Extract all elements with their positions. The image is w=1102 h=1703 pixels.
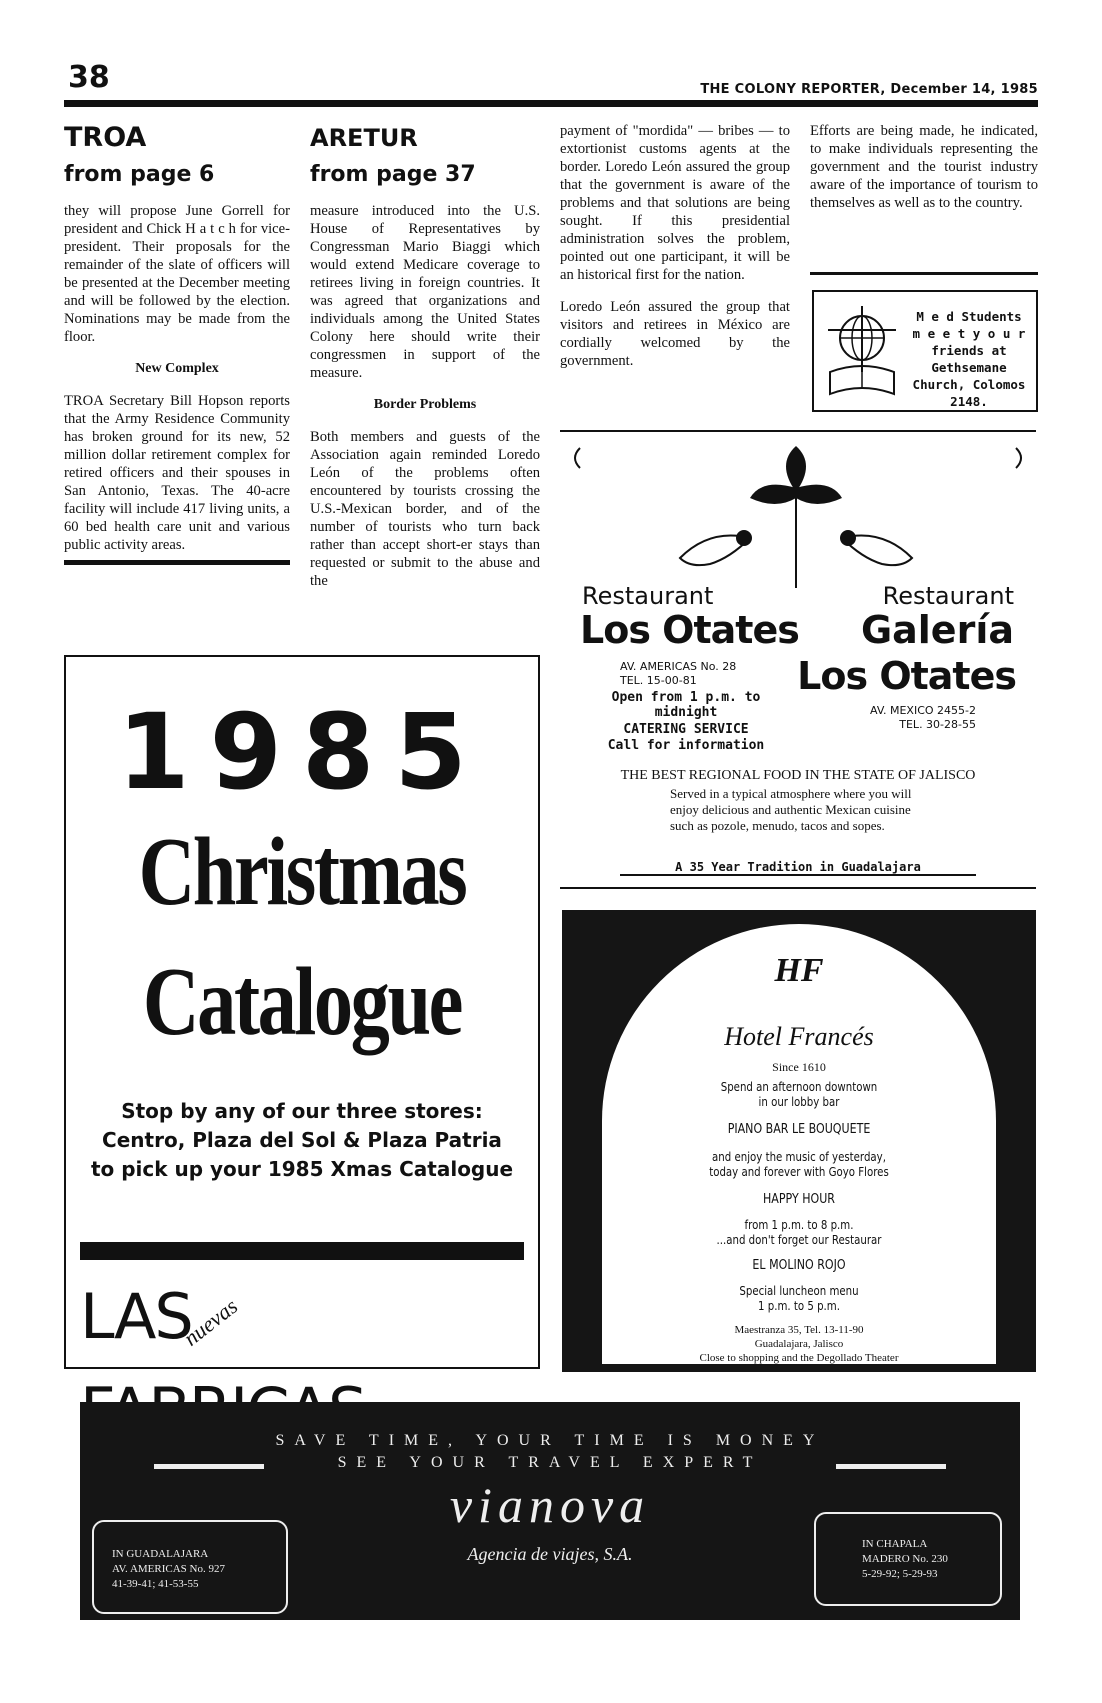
vianova-guadalajara-box bbox=[92, 1520, 288, 1614]
galeria-address: AV. MEXICO 2455-2 bbox=[870, 704, 976, 717]
vianova-chapala-box bbox=[814, 1512, 1002, 1606]
aretur-paragraph-1: measure introduced into the U.S. House of Representatives by Congressman Mario Biaggi which would extend Medicare coverage to retirees living in foreign countries. It was agreed that organizations and individuals among the United States Colony here should write their congressmen in support of the measure. bbox=[310, 203, 540, 381]
church-ad bbox=[812, 290, 1038, 412]
globe-bible-icon bbox=[822, 302, 902, 402]
chapala-city: IN CHAPALA bbox=[862, 1538, 928, 1550]
church-ad-text: M e d Students m e e t y o u r friends at Gethsemane Church, Colomos 2148. bbox=[912, 309, 1026, 409]
guadalajara-address: AV. AMERICAS No. 927 bbox=[112, 1563, 225, 1575]
aretur-subhead: Border Problems bbox=[373, 397, 477, 412]
hotel-arch bbox=[602, 924, 996, 1364]
column4-rule bbox=[810, 272, 1038, 275]
chapala-address: MADERO No. 230 bbox=[862, 1553, 948, 1565]
tourism-paragraph: Efforts are being made, he indicated, to make individuals representing the government and the tourist industry aware of the importance of tourism to themselves as well as to the country. bbox=[810, 123, 1038, 211]
masthead: THE COLONY REPORTER, December 14, 1985 bbox=[700, 82, 1038, 97]
hotel-line-7: Special luncheon menu bbox=[739, 1284, 859, 1298]
catalogue-title: Catalogue bbox=[142, 948, 462, 1056]
otates-catering: CATERING SERVICE bbox=[623, 722, 749, 737]
mordida-paragraph-1: payment of "mordida" — bribes — to extortionist customs agents at the border. Loredo León assured the group that the government is aware of the problems and that solutions are being sought. If this presidential administration solves the problem, pointed out one participant, it will be an historical first for the nation. bbox=[560, 123, 790, 283]
hotel-monogram: HF bbox=[774, 952, 824, 989]
galeria-name: Galería bbox=[860, 608, 1014, 652]
hotel-since: Since 1610 bbox=[772, 1060, 826, 1074]
las-fabricas-logo bbox=[80, 1277, 524, 1357]
hotel-line-8: 1 p.m. to 5 p.m. bbox=[758, 1299, 840, 1313]
troa-title: TROA bbox=[64, 122, 147, 153]
galeria-name-2: Los Otates bbox=[797, 654, 1016, 698]
christmas-year: 1985 bbox=[117, 691, 487, 813]
page-number: 38 bbox=[68, 60, 110, 95]
otates-call: Call for information bbox=[607, 738, 765, 753]
guadalajara-tel: 41-39-41; 41-53-55 bbox=[112, 1578, 199, 1590]
hotel-line-5: from 1 p.m. to 8 p.m. bbox=[744, 1218, 854, 1232]
hotel-address-1: Maestranza 35, Tel. 13-11-90 bbox=[734, 1324, 864, 1336]
aretur-paragraph-2: Both members and guests of the Association again reminded Loredo León of the problems often encountered by tourists crossing the U.S.-Mexican border, and of the number of tourists who turn back rather than accept short-er stays than requested or submit to the abuse and the bbox=[310, 429, 540, 589]
top-rule bbox=[64, 100, 1038, 107]
christmas-divider bbox=[80, 1242, 524, 1260]
christmas-title: Christmas bbox=[138, 818, 466, 926]
otates-best-food: THE BEST REGIONAL FOOD IN THE STATE OF JALISCO bbox=[620, 768, 976, 783]
hotel-line-6: ...and don't forget our Restaurar bbox=[716, 1233, 882, 1247]
los-otates-ad bbox=[560, 430, 1036, 889]
otates-description: Served in a typical atmosphere where you will enjoy delicious and authentic Mexican cuisine such as pozole, menudo, tacos and sopes. bbox=[670, 786, 912, 833]
hotel-address-2: Guadalajara, Jalisco bbox=[754, 1338, 844, 1350]
otates-tradition: A 35 Year Tradition in Guadalajara bbox=[620, 860, 976, 876]
vianova-travel-ad bbox=[80, 1402, 1020, 1620]
otates-left-tel: TEL. 15-00-81 bbox=[620, 674, 697, 687]
hotel-address-3: Close to shopping and the Degollado Theater bbox=[699, 1352, 899, 1364]
hotel-line-3: and enjoy the music of yesterday, bbox=[712, 1150, 886, 1164]
vianova-left-bar bbox=[154, 1464, 264, 1469]
otates-left-name: Los Otates bbox=[580, 608, 799, 652]
hotel-molino-rojo: EL MOLINO ROJO bbox=[752, 1258, 846, 1273]
otates-hours: Open from 1 p.m. to midnight bbox=[611, 690, 761, 720]
hotel-frances-ad bbox=[562, 910, 1036, 1372]
birds-and-leaves-illustration bbox=[560, 438, 1036, 588]
hotel-line-1: Spend an afternoon downtown bbox=[720, 1080, 878, 1094]
guadalajara-city: IN GUADALAJARA bbox=[112, 1548, 209, 1560]
vianova-tagline-2: SEE YOUR TRAVEL EXPERT bbox=[337, 1454, 763, 1471]
galeria-tel: TEL. 30-28-55 bbox=[899, 718, 976, 731]
galeria-label: Restaurant bbox=[882, 582, 1014, 610]
mordida-paragraph-2: Loredo León assured the group that visitors and retirees in México are cordially welcomed by the government. bbox=[560, 299, 790, 369]
hotel-happy-hour: HAPPY HOUR bbox=[762, 1192, 835, 1207]
aretur-column bbox=[310, 122, 540, 604]
christmas-stores-text: Stop by any of our three stores: Centro, Plaza del Sol & Plaza Patria to pick up your 1985 Xmas Catalogue bbox=[90, 1099, 514, 1181]
troa-subhead: New Complex bbox=[135, 361, 219, 376]
chapala-tel: 5-29-92; 5-29-93 bbox=[862, 1568, 938, 1580]
brand-nuevas: nuevas bbox=[178, 1293, 242, 1351]
otates-left-address: AV. AMERICAS No. 28 bbox=[620, 660, 737, 673]
vianova-tagline-1: SAVE TIME, YOUR TIME IS MONEY bbox=[275, 1432, 825, 1449]
vianova-logo: vianova bbox=[449, 1477, 651, 1533]
aretur-jump: from page 37 bbox=[310, 162, 476, 187]
hotel-name: Hotel Francés bbox=[724, 1022, 874, 1051]
vianova-right-bar bbox=[836, 1464, 946, 1469]
troa-end-rule bbox=[64, 560, 290, 565]
vianova-subtitle: Agencia de viajes, S.A. bbox=[467, 1544, 633, 1564]
mordida-column bbox=[560, 122, 790, 384]
troa-paragraph-2: TROA Secretary Bill Hopson reports that the Army Residence Community has broken ground for its new, 52 million dollar retirement complex for retired officers and their spouses in San Antonio, Texas. The 40-acre facility will include 417 living units, a 60 bed health care unit and various public activity areas. bbox=[64, 393, 290, 553]
troa-paragraph-1: they will propose June Gorrell for president and Chick H a t c h for vice-president. Their proposals for the remainder of the slate of officers will be presented at the December meeting and will be followed by the election. Nominations may be made from the floor. bbox=[64, 203, 290, 345]
troa-jump: from page 6 bbox=[64, 162, 215, 187]
christmas-catalogue-ad bbox=[64, 655, 540, 1369]
hotel-piano-bar: PIANO BAR LE BOUQUETE bbox=[727, 1122, 871, 1137]
aretur-title: ARETUR bbox=[310, 124, 418, 152]
otates-left-label: Restaurant bbox=[582, 582, 714, 610]
tourism-column bbox=[810, 122, 1038, 226]
troa-column bbox=[64, 122, 290, 565]
hotel-line-4: today and forever with Goyo Flores bbox=[709, 1165, 889, 1179]
brand-las: LAS bbox=[80, 1280, 192, 1353]
hotel-line-2: in our lobby bar bbox=[758, 1095, 840, 1109]
